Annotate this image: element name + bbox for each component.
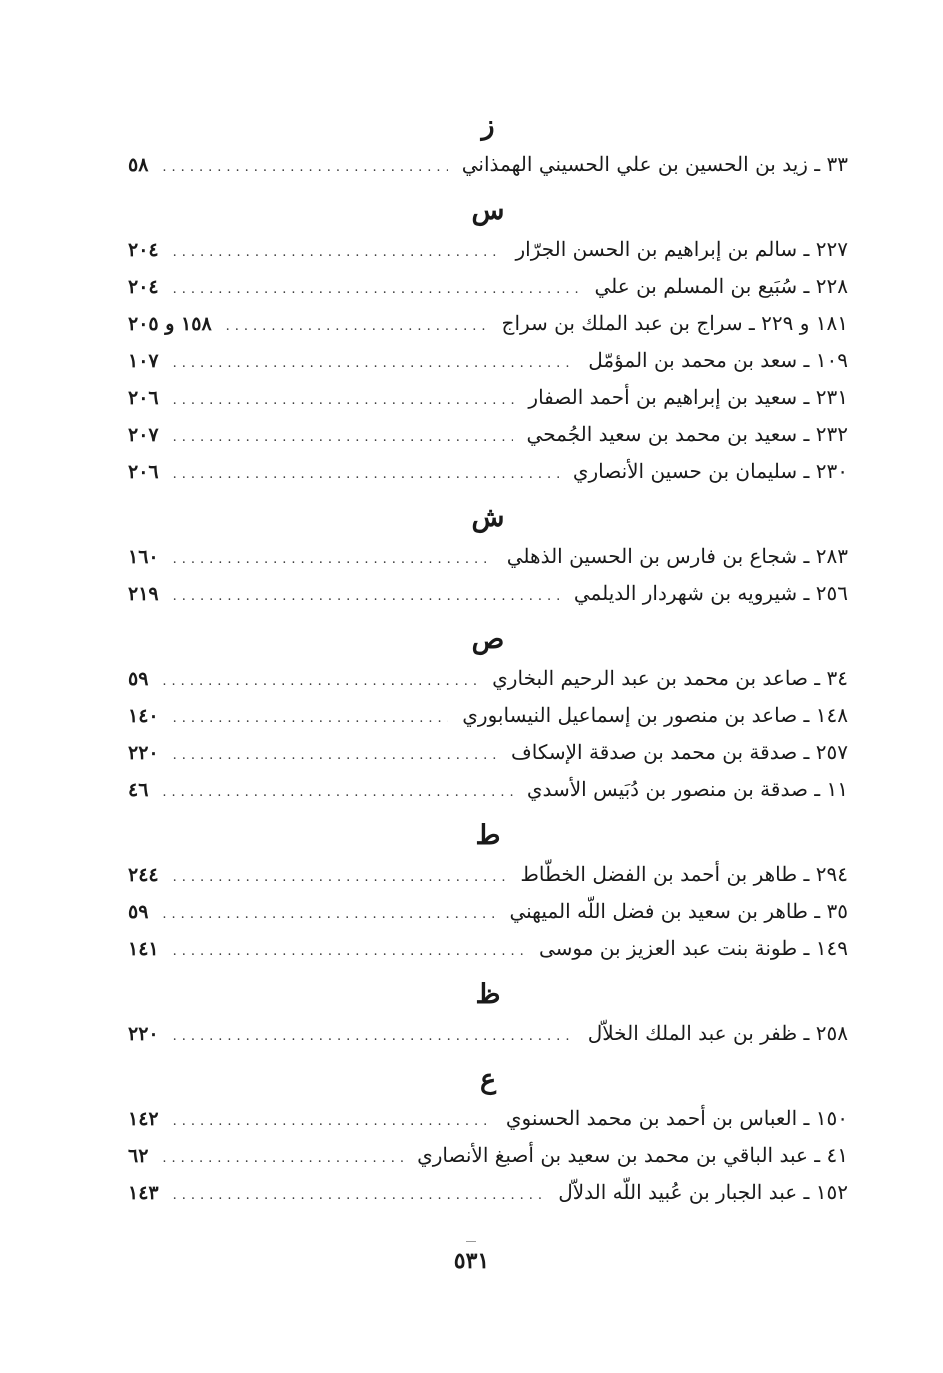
entry-name: ٢٥٨ ـ ظفر بن عبد الملك الخلاّل [587,1021,848,1045]
entry-name: ٢٥٦ ـ شيرويه بن شهردار الديلمي [573,581,848,605]
entry-name: ٢٨٣ ـ شجاع بن فارس بن الحسين الذهلي [506,544,848,568]
entry-page-number: ٢٠٦ [128,387,159,409]
entry-page-number: ٢٤٤ [128,864,159,886]
index-entry [128,416,848,453]
dot-leader [173,419,513,456]
dot-leader [173,234,502,271]
section-letter-heading: ط [475,820,501,851]
index-section [128,622,848,808]
entry-page-number: ٢٢٠ [128,742,159,764]
index-entry [128,660,848,697]
dot-leader [226,308,488,345]
index-entry [128,1015,848,1052]
dot-leader [173,345,575,382]
entry-name: ١٤٩ ـ طونة بنت عبد العزيز بن موسى [538,936,848,960]
entry-page-number: ٤٦ [128,779,149,801]
entry-name: ١٥٠ ـ العباس بن أحمد بن محمد الحسنوي [505,1106,848,1130]
entry-page-number: ٥٨ [128,154,149,176]
index-section [128,818,848,967]
dot-leader [173,700,449,737]
entry-name: ٢٣١ ـ سعيد بن إبراهيم بن أحمد الصفار [528,385,848,409]
index-entry [128,734,848,771]
index-entry [128,1137,848,1174]
dot-leader [162,663,478,700]
entry-name: ٢٥٧ ـ صدقة بن محمد بن صدقة الإسكاف [511,740,848,764]
entry-page-number: ٢٠٧ [128,424,159,446]
index-section [128,108,848,183]
entry-name: ٢٢٧ ـ سالم بن إبراهيم بن الحسن الجرّار [515,237,848,261]
dot-leader [173,1177,545,1214]
entry-name: ١٤٨ ـ صاعد بن منصور بن إسماعيل النيسابوري [462,703,848,727]
index-entry [128,453,848,490]
index-section [128,500,848,612]
entry-name: ١١ ـ صدقة بن منصور بن دُبَيس الأسدي [526,777,848,801]
section-letter-heading: ص [471,624,505,655]
dot-leader [173,382,515,419]
entry-name: ١٥٢ ـ عبد الجبار بن عُبيد اللّه الدلاّل [558,1180,848,1204]
dot-leader [173,737,497,774]
index-entry [128,697,848,734]
dot-leader [173,1018,574,1055]
index-entry [128,575,848,612]
entry-page-number: ٢٠٤ [128,276,159,298]
entry-name: ١٠٩ ـ سعد بن محمد بن المؤمّل [588,348,848,372]
section-letter-heading: ظ [475,979,501,1010]
entry-page-number: ٢٠٤ [128,239,159,261]
index-entry [128,538,848,575]
index-entry [128,342,848,379]
index-entry [128,1174,848,1211]
entry-name: ٤١ ـ عبد الباقي بن محمد بن سعيد بن أصبغ الأنصاري [417,1143,848,1167]
entry-page-number: ١٦٠ [128,546,159,568]
index-entry [128,893,848,930]
dot-leader [173,933,525,970]
dot-leader [173,271,581,308]
entry-name: ٢٢٨ ـ سُبَيع بن المسلم بن علي [594,274,848,298]
entry-name: ٢٣٠ ـ سليمان بن حسين الأنصاري [572,459,848,483]
entry-name: ٣٣ ـ زيد بن الحسين بن علي الحسيني الهمذاني [461,152,848,176]
page-number-dash [466,1241,476,1242]
entry-name: ٢٩٤ ـ طاهر بن أحمد بن الفضل الخطّاط [520,862,848,886]
index-entry [128,231,848,268]
entry-page-number: ٢٠٦ [128,461,159,483]
dot-leader [162,896,495,933]
dot-leader [173,578,560,615]
entry-name: ٣٤ ـ صاعد بن محمد بن عبد الرحيم البخاري [492,666,848,690]
section-letter-heading: ش [471,502,505,533]
entry-page-number: ٥٩ [128,668,149,690]
entry-page-number: ٥٩ [128,901,149,923]
entry-page-number: ١٤٠ [128,705,159,727]
entry-page-number: ١٤٣ [128,1182,159,1204]
name-index [128,108,848,1211]
dot-leader [173,1103,492,1140]
dot-leader [173,859,507,896]
section-letter-heading: ع [479,1064,497,1095]
section-letter-heading: ز [481,110,495,141]
dot-leader [173,456,559,493]
index-section [128,977,848,1052]
index-section [128,193,848,490]
entry-page-number: ١٥٨ و ٢٠٥ [128,313,212,335]
entry-page-number: ١٠٧ [128,350,159,372]
index-entry [128,771,848,808]
dot-leader [162,774,512,811]
entry-page-number: ١٤١ [128,938,159,960]
index-entry [128,146,848,183]
entry-page-number: ٢١٩ [128,583,159,605]
dot-leader [173,541,493,578]
entry-name: ٢٣٢ ـ سعيد بن محمد بن سعيد الجُمحي [526,422,848,446]
index-entry [128,268,848,305]
section-letter-heading: س [471,195,505,226]
entry-page-number: ٢٢٠ [128,1023,159,1045]
index-entry [128,930,848,967]
index-section [128,1062,848,1211]
index-entry [128,856,848,893]
dot-leader [162,1140,403,1177]
page-number: ٥٣١ [453,1248,490,1274]
entry-page-number: ٦٢ [128,1145,149,1167]
entry-name: ٣٥ ـ طاهر بن سعيد بن فضل اللّه الميهني [509,899,848,923]
dot-leader [162,149,447,186]
index-entry [128,1100,848,1137]
index-entry [128,305,848,342]
index-entry [128,379,848,416]
entry-page-number: ١٤٢ [128,1108,159,1130]
entry-name: ١٨١ و ٢٢٩ ـ سراج بن عبد الملك بن سراج [501,311,848,335]
